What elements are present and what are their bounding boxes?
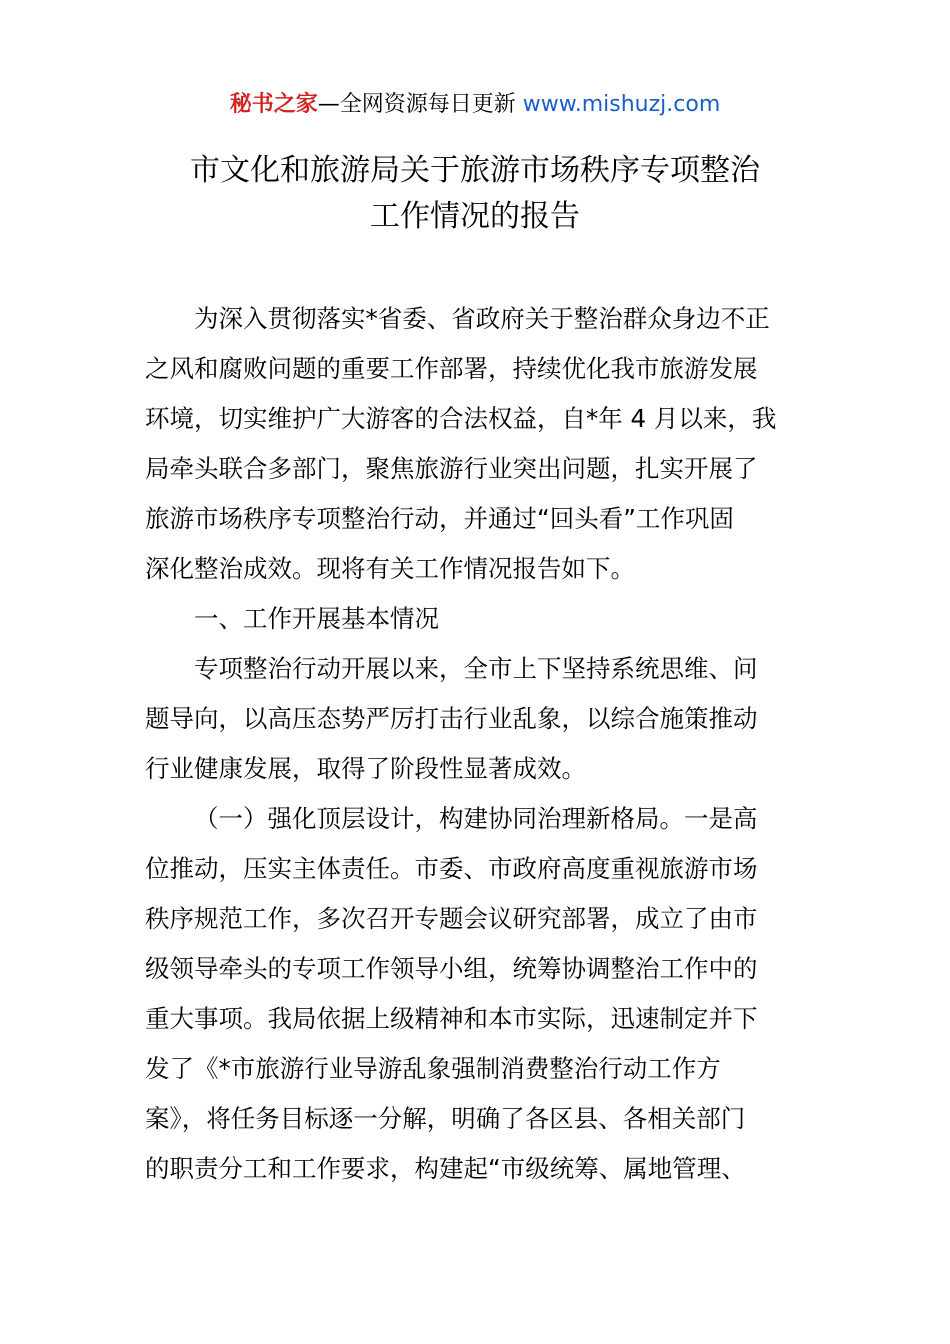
body-line: 行业健康发展，取得了阶段性显著成效。 xyxy=(145,754,586,783)
body-line: 局牵头联合多部门，聚焦旅游行业突出问题，扎实开展了 xyxy=(145,454,758,483)
body-line: 题导向，以高压态势严厉打击行业乱象，以综合施策推动 xyxy=(145,704,758,733)
title-line-2: 工作情况的报告 xyxy=(370,199,580,234)
body-line: 级领导牵头的专项工作领导小组，统筹协调整治工作中的 xyxy=(145,954,758,983)
section-heading: 一、工作开展基本情况 xyxy=(194,604,439,633)
body-line: 深化整治成效。现将有关工作情况报告如下。 xyxy=(145,554,635,583)
body-line: 专项整治行动开展以来，全市上下坚持系统思维、问 xyxy=(194,654,758,683)
brand-name: 秘书之家 xyxy=(229,92,318,117)
header-tagline: —全网资源每日更新 xyxy=(317,92,523,117)
body-line: 秩序规范工作，多次召开专题会议研究部署，成立了由市 xyxy=(145,904,758,933)
body-line: 发了《*市旅游行业导游乱象强制消费整治行动工作方 xyxy=(145,1054,721,1083)
body-line: 重大事项。我局依据上级精神和本市实际，迅速制定并下 xyxy=(145,1004,758,1033)
body-line: 之风和腐败问题的重要工作部署，持续优化我市旅游发展 xyxy=(145,354,758,383)
document-body xyxy=(145,294,807,1194)
body-line: 位推动，压实主体责任。市委、市政府高度重视旅游市场 xyxy=(145,854,758,883)
body-line: 的职责分工和工作要求，构建起“市级统筹、属地管理、 xyxy=(145,1154,746,1183)
body-line: 为深入贯彻落实*省委、省政府关于整治群众身边不正 xyxy=(194,304,770,333)
body-line: 案》，将任务目标逐一分解，明确了各区县、各相关部门 xyxy=(145,1104,746,1133)
body-line: 环境，切实维护广大游客的合法权益，自*年 4 月以来，我 xyxy=(145,404,777,433)
body-line: 旅游市场秩序专项整治行动，并通过“回头看”工作巩固 xyxy=(145,504,734,533)
title-line-1: 市文化和旅游局关于旅游市场秩序专项整治 xyxy=(190,153,760,188)
subsection-line: （一）强化顶层设计，构建协同治理新格局。一是高 xyxy=(194,804,758,833)
site-header xyxy=(0,88,950,122)
site-url-link[interactable]: www.mishuzj.com xyxy=(522,92,721,117)
document-title xyxy=(0,148,950,240)
